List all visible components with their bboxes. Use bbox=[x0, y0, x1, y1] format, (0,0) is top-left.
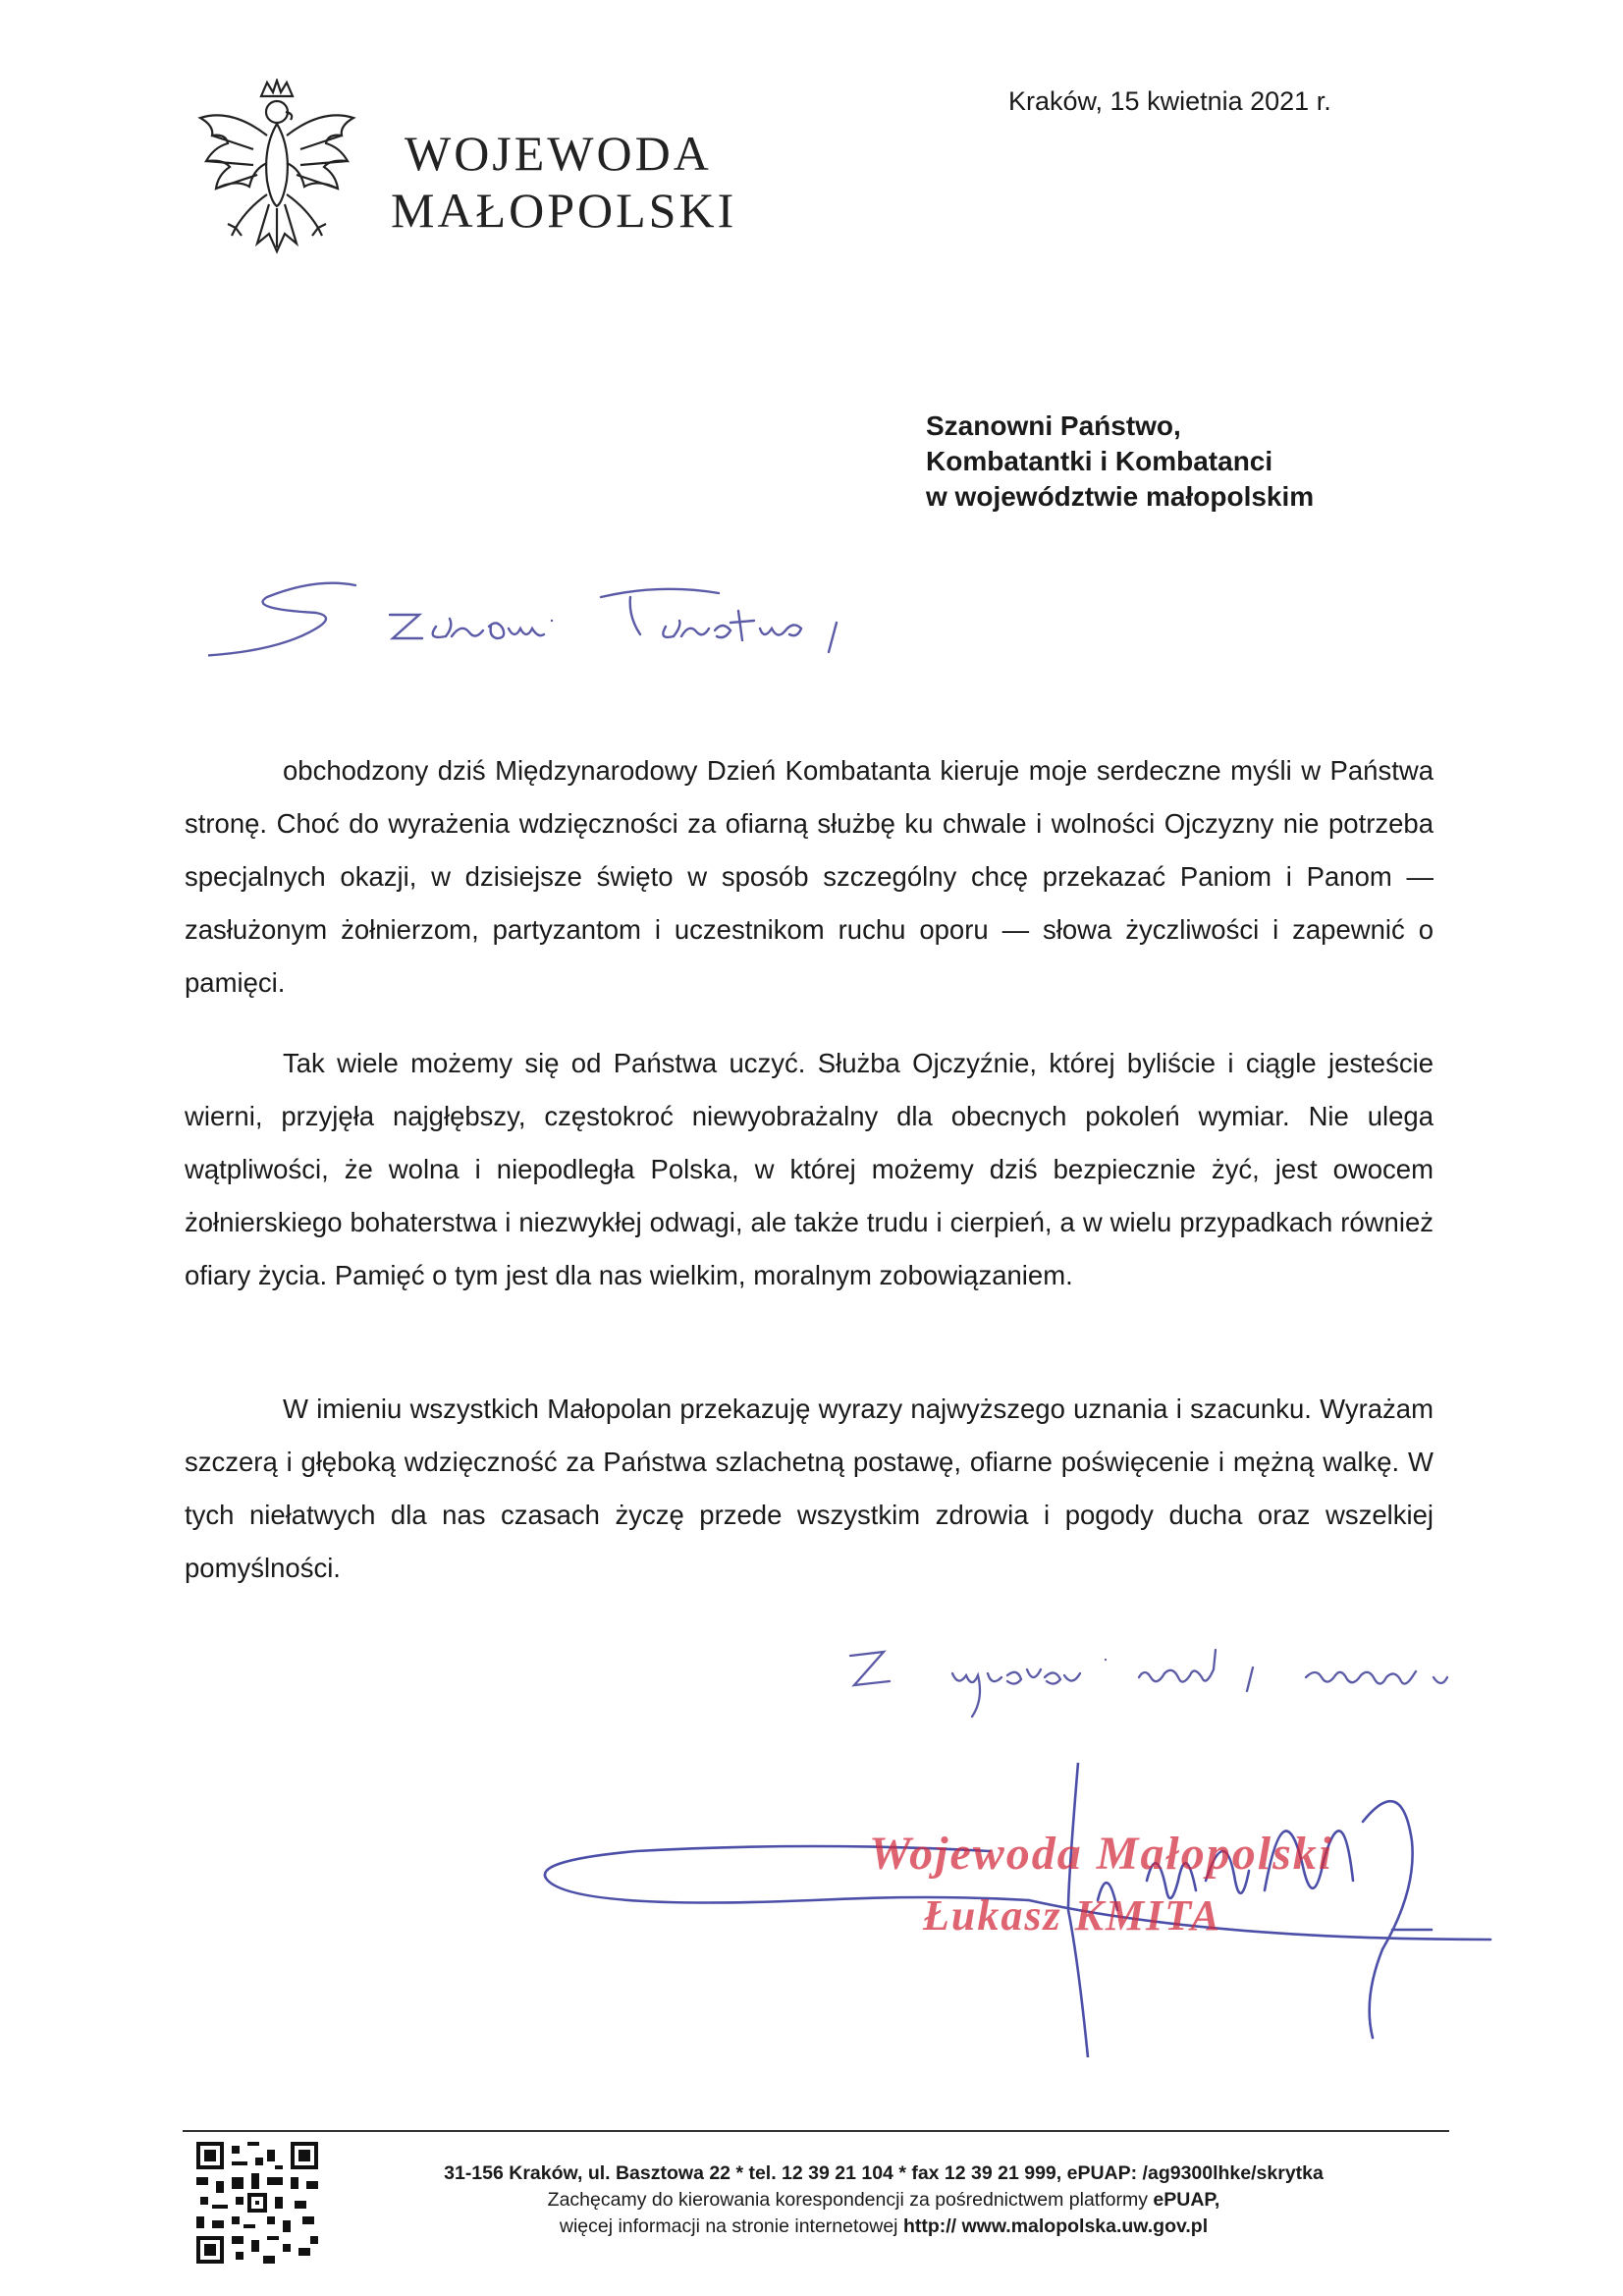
handwritten-salutation bbox=[208, 558, 866, 685]
white-eagle-emblem-icon bbox=[192, 79, 361, 270]
body-paragraph-2 bbox=[185, 1037, 1434, 1302]
qr-code-icon bbox=[196, 2142, 318, 2264]
footer-website-link[interactable]: http:// www.malopolska.uw.gov.pl bbox=[902, 2215, 1209, 2237]
paragraph-text: Tak wiele możemy się od Państwa uczyć. Służba Ojczyźnie, której byliście i ciągle jesteście wierni, przyjęła najgłębszy, częstokroć niewyobrażalny dla obecnych pokoleń wymiar. Nie ulega wątpliwości, że wolna i niepodległa Polska, w której możemy dziś bezpiecznie żyć, jest owocem żołnierskiego bohaterstwa i niezwykłej odwagi, ale także trudu i cierpień, a w wielu przypadkach również ofiary życia. Pamięć o tym jest dla nas wielkim, moralnym zobowiązaniem. bbox=[185, 1048, 1434, 1290]
letter-date: Kraków, 15 kwietnia 2021 r. bbox=[1008, 86, 1331, 116]
footer-divider bbox=[183, 2130, 1449, 2132]
letterhead-title-line1: WOJEWODA bbox=[405, 126, 712, 181]
letterhead-title-line2: MAŁOPOLSKI bbox=[391, 183, 737, 238]
stamp-name: Łukasz KMITA bbox=[923, 1891, 1221, 1940]
body-paragraph-3 bbox=[185, 1383, 1434, 1595]
body-paragraph-1 bbox=[185, 744, 1434, 1010]
footer-address: 31-156 Kraków, ul. Basztowa 22 * tel. 12 39 21 104 * fax 12 39 21 999, ePUAP: /ag9300lhke/skrytka bbox=[444, 2162, 1324, 2184]
footer-note-text: Zachęcamy do kierowania korespondencji za pośrednictwem platformy bbox=[547, 2189, 1154, 2211]
footer-epuap-note bbox=[324, 2187, 1443, 2214]
footer-web-text: więcej informacji na stronie internetowej bbox=[559, 2215, 903, 2237]
stamp-title: Wojewoda Małopolski bbox=[869, 1828, 1334, 1880]
paragraph-text: obchodzony dziś Międzynarodowy Dzień Kombatanta kieruje moje serdeczne myśli w Państwa stronę. Choć do wyrażenia wdzięczności za ofiarną służbę ku chwale i wolności Ojczyzny nie potrzeba specjalnych okazji, w dzisiejsze święto w sposób szczególny chcę przekazać Paniom i Panom — zasłużonym żołnierzom, partyzantom i uczestnikom ruchu oporu — słowa życzliwości i zapewnić o pamięci. bbox=[185, 755, 1434, 998]
paragraph-text: W imieniu wszystkich Małopolan przekazuję wyrazy najwyższego uznania i szacunku. Wyrażam szczerą i głęboką wdzięczność za Państwa szlachetną postawę, ofiarne poświęcenie i mężną walkę. W tych niełatwych dla nas czasach życzę przede wszystkim zdrowia i pogody ducha oraz wszelkiej pomyślności. bbox=[185, 1394, 1434, 1583]
addressee-line3: w województwie małopolskim bbox=[926, 481, 1315, 512]
footer-web-info bbox=[324, 2214, 1443, 2240]
handwritten-closing bbox=[844, 1638, 1492, 1728]
addressee-line1: Szanowni Państwo, bbox=[926, 410, 1181, 441]
addressee-line2: Kombatantki i Kombatanci bbox=[926, 446, 1273, 476]
footer-note-epuap: ePUAP, bbox=[1153, 2189, 1220, 2211]
